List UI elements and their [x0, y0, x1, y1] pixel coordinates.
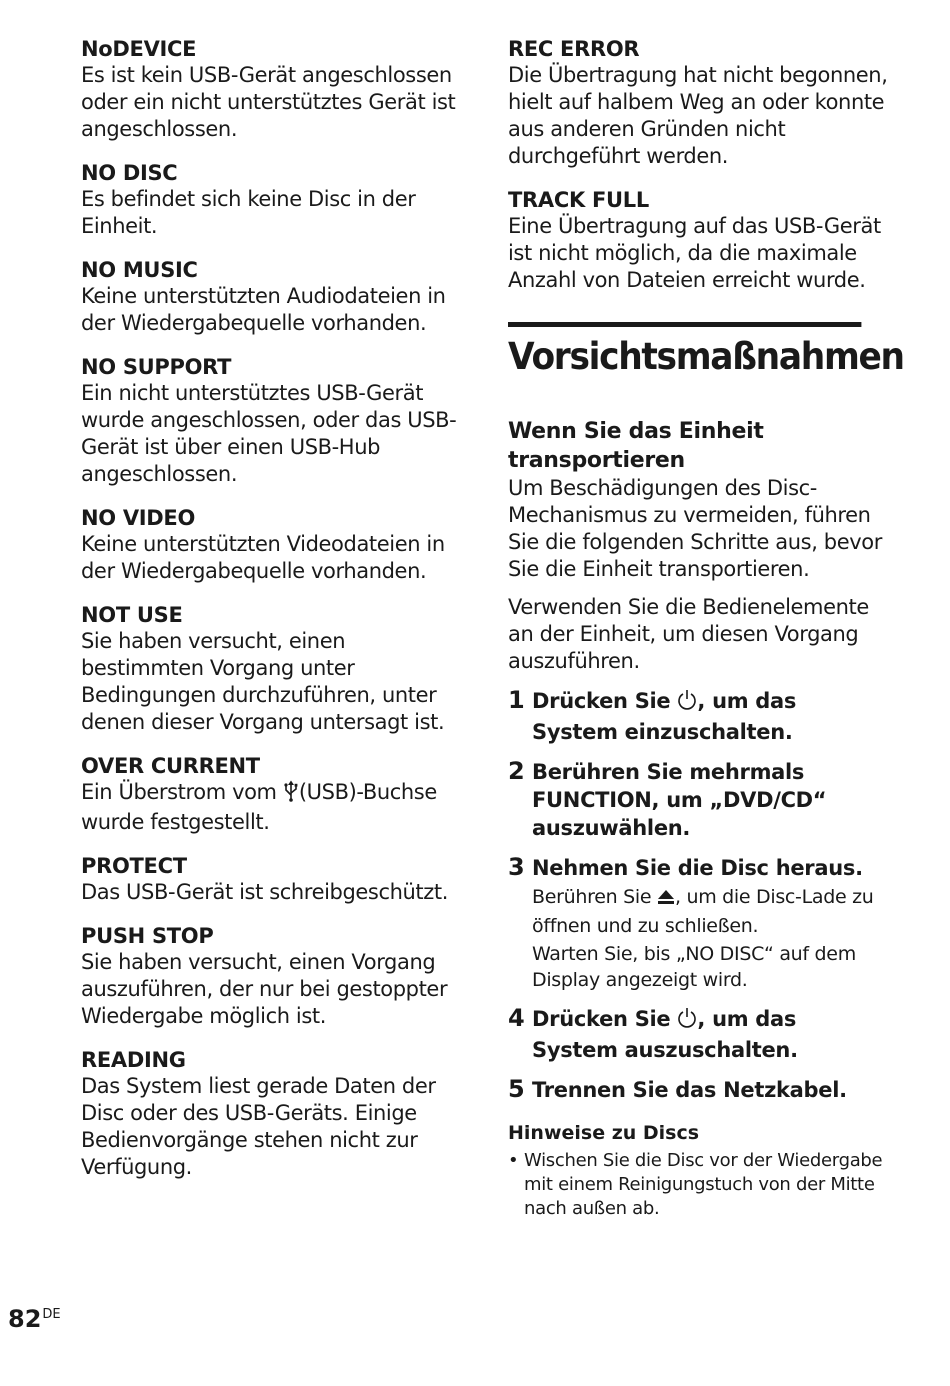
message-description: Eine Übertragung auf das USB-Gerät ist nicht möglich, da die maximale Anzahl von Dateien erreicht wurde. [508, 214, 881, 292]
message-entry-not-use [81, 602, 473, 736]
right-column [508, 36, 904, 1221]
step-number: 3 [508, 853, 525, 881]
message-term: OVER CURRENT [81, 754, 260, 778]
message-entry-push-stop [81, 923, 473, 1030]
message-term: NoDEVICE [81, 37, 197, 61]
message-description: Sie haben versucht, einen Vorgang auszuführen, der nur bei gestoppter Wiedergabe möglich ist. [81, 950, 448, 1028]
eject-icon [657, 887, 675, 913]
notes-title: Hinweise zu Discs [508, 1122, 700, 1144]
step-text: Trennen Sie das Netzkabel. [532, 1078, 847, 1102]
note-item [508, 1149, 888, 1221]
step-text: Berühren Sie mehrmals FUNCTION, um „DVD/CD“ auszuwählen. [532, 760, 827, 840]
message-description: Es befindet sich keine Disc in der Einheit. [81, 187, 416, 238]
step-number: 5 [508, 1075, 525, 1103]
message-entry-rec-error [508, 36, 888, 170]
message-description: Ein nicht unterstütztes USB-Gerät wurde angeschlossen, oder das USB-Gerät ist über einen USB-Hub angeschlossen. [81, 381, 457, 486]
message-description [81, 779, 473, 836]
message-term: REC ERROR [508, 37, 640, 61]
intro-paragraph: Um Beschädigungen des Disc-Mechanismus zu vermeiden, führen Sie die folgenden Schritte aus, bevor Sie die Einheit transportieren. [508, 476, 882, 581]
message-term: NO MUSIC [81, 258, 198, 282]
section-title: Vorsichtsmaßnahmen [508, 322, 861, 379]
step-text [532, 1005, 888, 1064]
intro-paragraph: Verwenden Sie die Bedienelemente an der Einheit, um diesen Vorgang auszuführen. [508, 595, 869, 673]
power-icon [677, 1007, 697, 1036]
message-term: NO DISC [81, 161, 178, 185]
step-text-part: Drücken Sie [532, 1007, 678, 1031]
page-language: DE [42, 1307, 61, 1322]
bullet-icon: • [508, 1150, 519, 1171]
message-term: NO SUPPORT [81, 355, 232, 379]
left-column [81, 36, 473, 1198]
message-term: TRACK FULL [508, 188, 649, 212]
message-description: Keine unterstützten Videodateien in der Wiedergabequelle vorhanden. [81, 532, 445, 583]
message-entry-reading [81, 1047, 473, 1181]
message-description: Das System liest gerade Daten der Disc oder des USB-Geräts. Einige Bedienvorgänge stehen nicht zur Verfügung. [81, 1074, 436, 1179]
message-entry-no-support [81, 354, 473, 488]
message-entry-no-music [81, 257, 473, 337]
message-entry-track-full [508, 187, 888, 294]
step-1 [508, 687, 888, 746]
page-number [8, 1305, 61, 1333]
description-part: (USB)-Buchse wurde festgestellt. [81, 780, 437, 834]
message-term: PUSH STOP [81, 924, 214, 948]
step-note-part: , um die Disc-Lade zu öffnen und zu schließen. [532, 886, 874, 937]
message-description: Das USB-Gerät ist schreibgeschützt. [81, 880, 448, 904]
message-term: PROTECT [81, 854, 187, 878]
message-description: Es ist kein USB-Gerät angeschlossen oder ein nicht unterstütztes Gerät ist angeschlossen. [81, 63, 456, 141]
message-term: READING [81, 1048, 186, 1072]
step-note [532, 884, 888, 939]
step-number: 2 [508, 757, 525, 785]
step-text-part: , um das System einzuschalten. [532, 689, 797, 744]
step-text [532, 687, 888, 746]
message-entry-nodevice [81, 36, 473, 143]
step-2 [508, 758, 888, 842]
step-text: Nehmen Sie die Disc heraus. [532, 856, 863, 880]
step-text-part: , um das System auszuschalten. [532, 1007, 798, 1062]
description-part: Ein Überstrom vom [81, 780, 283, 804]
step-3 [508, 854, 888, 993]
usb-icon [283, 780, 299, 809]
step-text-part: Drücken Sie [532, 689, 678, 713]
step-note-part: Berühren Sie [532, 886, 657, 908]
section-subtitle: Wenn Sie das Einheit transportieren [508, 419, 764, 473]
note-text: Wischen Sie die Disc vor der Wiedergabe mit einem Reinigungstuch von der Mitte nach außen ab. [524, 1150, 883, 1219]
message-entry-protect [81, 853, 473, 906]
step-note: Warten Sie, bis „NO DISC“ auf dem Display angezeigt wird. [532, 943, 856, 991]
message-description: Die Übertragung hat nicht begonnen, hielt auf halbem Weg an oder konnte aus anderen Gründen nicht durchgeführt werden. [508, 63, 888, 168]
step-number: 1 [508, 686, 525, 714]
message-entry-no-video [81, 505, 473, 585]
step-5 [508, 1076, 888, 1104]
power-icon [677, 689, 697, 718]
page-number-value: 82 [8, 1305, 42, 1333]
message-entry-no-disc [81, 160, 473, 240]
message-term: NOT USE [81, 603, 183, 627]
message-description: Keine unterstützten Audiodateien in der Wiedergabequelle vorhanden. [81, 284, 446, 335]
message-description: Sie haben versucht, einen bestimmten Vorgang unter Bedingungen durchzuführen, unter denen dieser Vorgang untersagt ist. [81, 629, 445, 734]
step-4 [508, 1005, 888, 1064]
step-number: 4 [508, 1004, 525, 1032]
message-entry-over-current [81, 753, 473, 836]
message-term: NO VIDEO [81, 506, 196, 530]
